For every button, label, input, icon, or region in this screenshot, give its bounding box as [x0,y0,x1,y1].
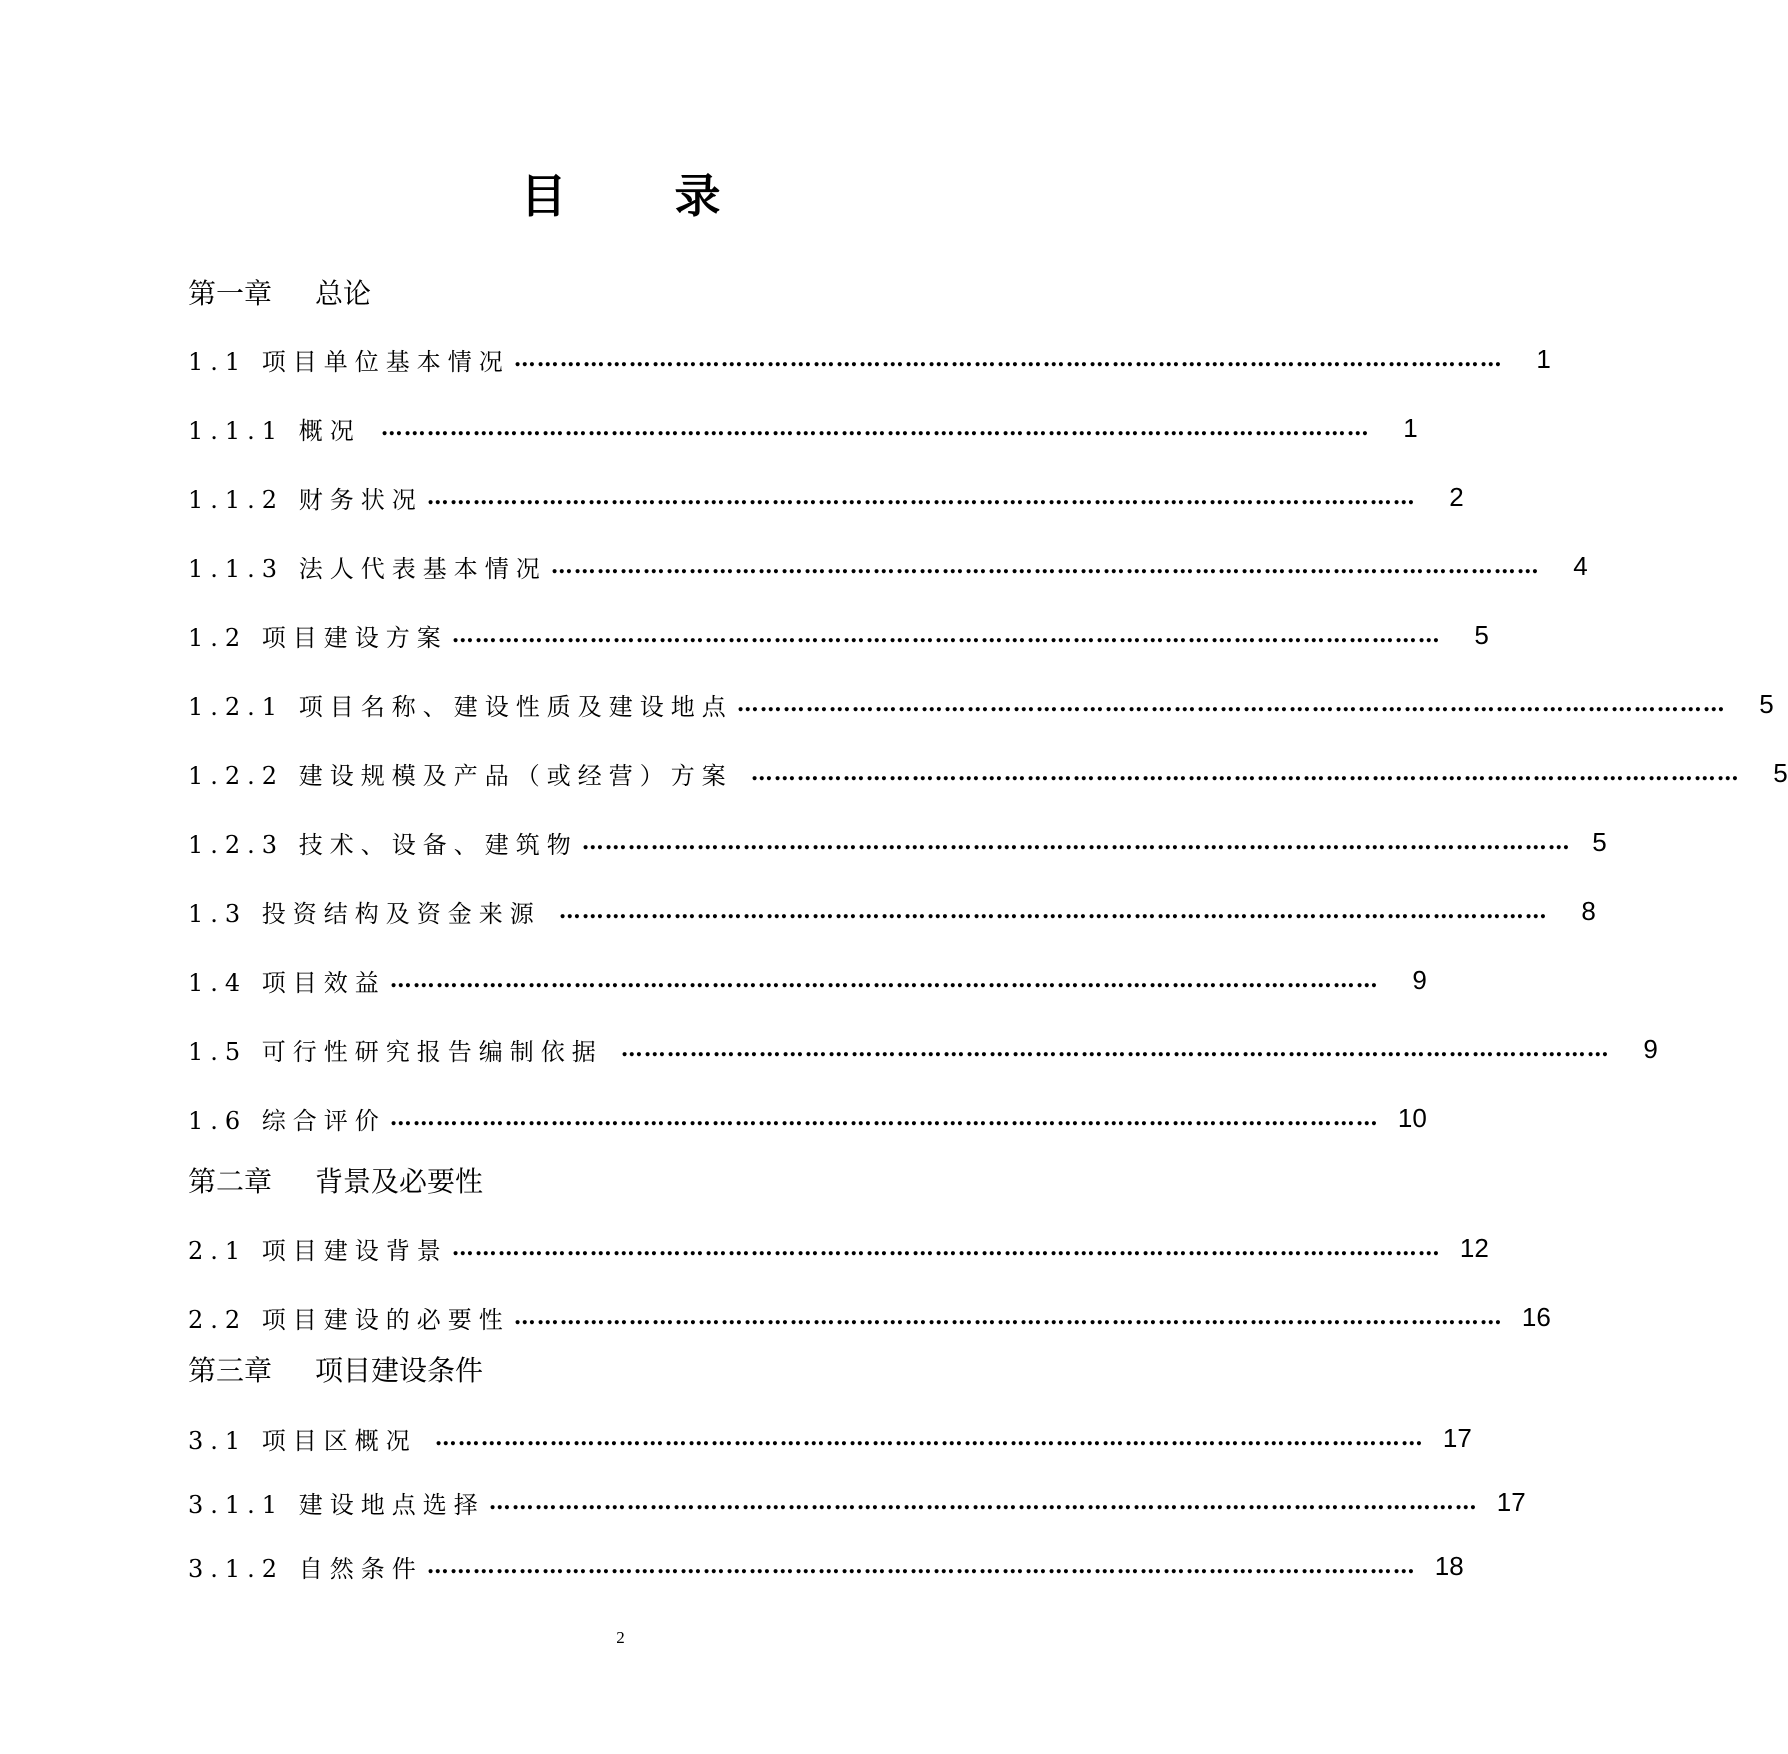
dot-leader: ………………………………………………………………………………………………………………… [488,1489,1478,1515]
toc-entry-label: 1.4 项目效益 [188,968,386,997]
toc-entry-page: 8 [1581,895,1596,926]
toc-entry[interactable] [188,962,1427,998]
chapter-name: 总论 [315,277,372,310]
chapter-heading-3 [188,1353,483,1389]
toc-entry-label: 1.3 投资结构及资金来源 [188,899,541,928]
toc-entry-page: 12 [1459,1232,1489,1263]
toc-entry-label: 1.1 项目单位基本情况 [188,347,510,376]
toc-entry-page: 18 [1434,1550,1464,1581]
toc-entry-page: 1 [1536,343,1551,374]
toc-entry-page: 9 [1412,964,1427,995]
toc-entry-page: 10 [1397,1102,1427,1133]
toc-entry-label: 1.6 综合评价 [188,1106,386,1135]
toc-entry-page: 17 [1496,1486,1526,1517]
chapter-number: 第二章 [188,1165,273,1198]
dot-leader: ………………………………………………………………………………………………………………… [426,1553,1416,1579]
toc-entry[interactable] [188,1420,1472,1456]
toc-entry-label: 1.1.1 概况 [188,416,361,445]
toc-entry-page: 2 [1449,481,1464,512]
dot-leader: ………………………………………………………………………………………………………………… [550,553,1540,579]
toc-entry-page: 1 [1403,412,1418,443]
dot-leader: ………………………………………………………………………………………………………………… [620,1036,1610,1062]
footer-page-number: 2 [616,1628,625,1647]
toc-entry-label: 3.1.1 建设地点选择 [188,1490,485,1519]
toc-entry-page: 5 [1474,619,1489,650]
toc-entry-label: 3.1 项目区概况 [188,1426,417,1455]
dot-leader: ………………………………………………………………………………………………………………… [451,1235,1441,1261]
toc-entry-label: 1.2.3 技术、设备、建筑物 [188,830,578,859]
dot-leader: ………………………………………………………………………………………………………………… [750,760,1740,786]
toc-entry[interactable] [188,1230,1489,1266]
chapter-name: 背景及必要性 [315,1165,484,1198]
dot-leader: ………………………………………………………………………………………………………………… [389,1105,1379,1131]
toc-entry-page: 9 [1643,1033,1658,1064]
toc-entry[interactable] [188,341,1551,377]
toc-entry-label: 1.5 可行性研究报告编制依据 [188,1037,603,1066]
chapter-heading-2 [188,1164,483,1200]
toc-entry[interactable] [188,548,1588,584]
toc-title [0,168,1241,224]
toc-title-char-2: 录 [674,169,721,223]
dot-leader: ………………………………………………………………………………………………………………… [513,1304,1503,1330]
toc-entry-page: 4 [1573,550,1588,581]
toc-entry-label: 1.1.3 法人代表基本情况 [188,554,547,583]
toc-entry[interactable] [188,1100,1427,1136]
dot-leader: ………………………………………………………………………………………………………………… [380,415,1370,441]
toc-title-char-1: 目 [520,169,567,223]
chapter-name: 项目建设条件 [315,1354,484,1387]
toc-entry-label: 2.2 项目建设的必要性 [188,1305,510,1334]
toc-entry[interactable] [188,893,1596,929]
chapter-number: 第一章 [188,277,273,310]
dot-leader: ………………………………………………………………………………………………………………… [513,346,1503,372]
toc-entry-label: 1.2 项目建设方案 [188,623,448,652]
dot-leader: ………………………………………………………………………………………………………………… [451,622,1441,648]
dot-leader: ………………………………………………………………………………………………………………… [558,898,1548,924]
dot-leader: ………………………………………………………………………………………………………………… [581,829,1571,855]
toc-entry[interactable] [188,686,1774,722]
toc-entry[interactable] [188,479,1464,515]
toc-entry-label: 2.1 项目建设背景 [188,1236,448,1265]
toc-entry[interactable] [188,410,1418,446]
toc-entry[interactable] [188,1031,1658,1067]
toc-entry[interactable] [188,1299,1551,1335]
toc-entry[interactable] [188,1484,1526,1520]
toc-entry-page: 5 [1773,757,1788,788]
toc-entry-label: 1.2.1 项目名称、建设性质及建设地点 [188,692,733,721]
toc-entry[interactable] [188,755,1788,791]
toc-entry-page: 5 [1759,688,1774,719]
toc-entry[interactable] [188,824,1607,860]
chapter-number: 第三章 [188,1354,273,1387]
dot-leader: ………………………………………………………………………………………………………………… [426,484,1416,510]
dot-leader: ………………………………………………………………………………………………………………… [736,691,1726,717]
dot-leader: ………………………………………………………………………………………………………………… [389,967,1379,993]
toc-entry[interactable] [188,1548,1464,1584]
toc-entry-page: 17 [1442,1422,1472,1453]
toc-entry-page: 5 [1592,826,1607,857]
chapter-heading-1 [188,276,371,312]
toc-entry-page: 16 [1521,1301,1551,1332]
toc-entry-label: 1.2.2 建设规模及产品（或经营）方案 [188,761,733,790]
toc-entry-label: 1.1.2 财务状况 [188,485,423,514]
toc-entry-label: 3.1.2 自然条件 [188,1554,423,1583]
dot-leader: ………………………………………………………………………………………………………………… [434,1425,1424,1451]
toc-entry[interactable] [188,617,1489,653]
